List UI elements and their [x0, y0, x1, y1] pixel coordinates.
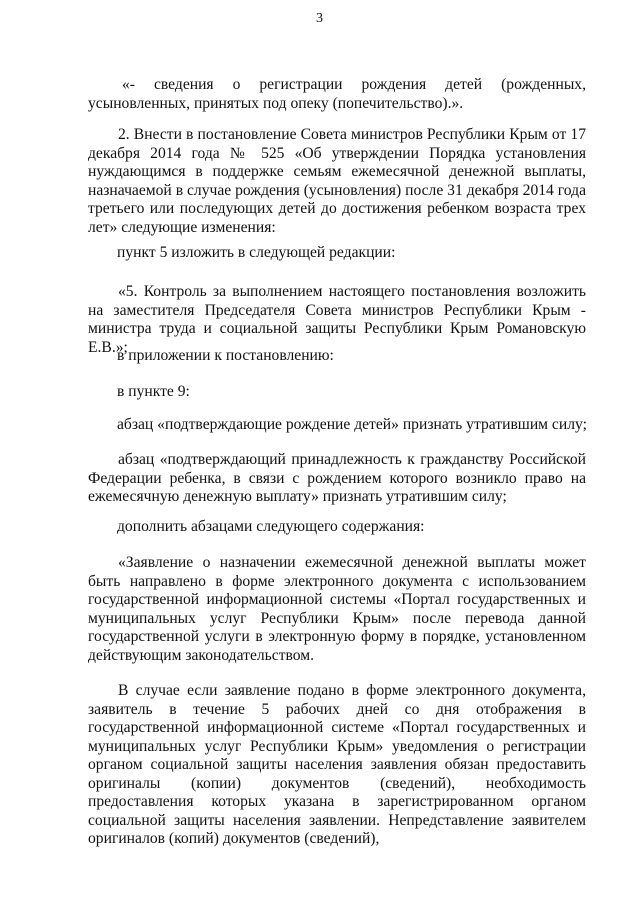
- paragraph-supplement: дополнить абзацами следующего содержания:: [117, 518, 425, 535]
- paragraph-point-5: пункт 5 изложить в следующей редакции:: [117, 244, 396, 261]
- paragraph-electronic-application: «Заявление о назначении ежемесячной денежной выплаты может быть направлено в форме электронного документа с использованием государственной информационной системы «Портал государственных и муниципальных услуг Республики Крым» после перевода данной государственной услуги в электронную форму в порядке, установленном действующим законодательством.: [88, 554, 586, 664]
- paragraph-item-2: 2. Внести в постановление Совета министров Республики Крым от 17 декабря 2014 года № 525 «Об утверждении Порядка установления нуждающимся в поддержке семьям ежемесячной денежной выплаты, назначаемой в случае рождения (усыновления) после 31 декабря 2014 года третьего или последующих детей до достижения ребенком возраста трех лет» следующие изменения:: [88, 126, 586, 236]
- paragraph-point-9: в пункте 9:: [117, 383, 190, 400]
- page-number: 3: [316, 11, 323, 26]
- paragraph-electronic-submission: В случае если заявление подано в форме электронного документа, заявитель в течение 5 рабочих дней со дня отображения в государственной информационной системе «Портал государственных и муниципальных услуг Республики Крым» уведомления о регистрации органом социальной защиты населения заявления обязан предоставить оригиналы (копии) документов (сведений), необходимость предоставления которых указана в зарегистрированном органом социальной защиты населения заявлении. Непредставление заявителем оригиналов (копий) документов (сведений),: [88, 682, 586, 847]
- paragraph-repeal-birth: абзац «подтверждающие рождение детей» признать утратившим силу;: [117, 416, 587, 433]
- paragraph-birth-registration: «- сведения о регистрации рождения детей (рожденных, усыновленных, принятых под опеку (попечительство).».: [88, 76, 586, 112]
- paragraph-repeal-citizenship: абзац «подтверждающий принадлежность к гражданству Российской Федерации ребенка, в связи с рождением которого возникло право на ежемесячную денежную выплату» признать утратившим силу;: [88, 451, 586, 505]
- paragraph-control-clause: «5. Контроль за выполнением настоящего постановления возложить на заместителя Председателя Совета министров Республики Крым - министра труда и социальной защиты Республики Крым Романовскую Е.В.»;: [88, 283, 586, 356]
- paragraph-appendix: в приложении к постановлению:: [117, 347, 334, 364]
